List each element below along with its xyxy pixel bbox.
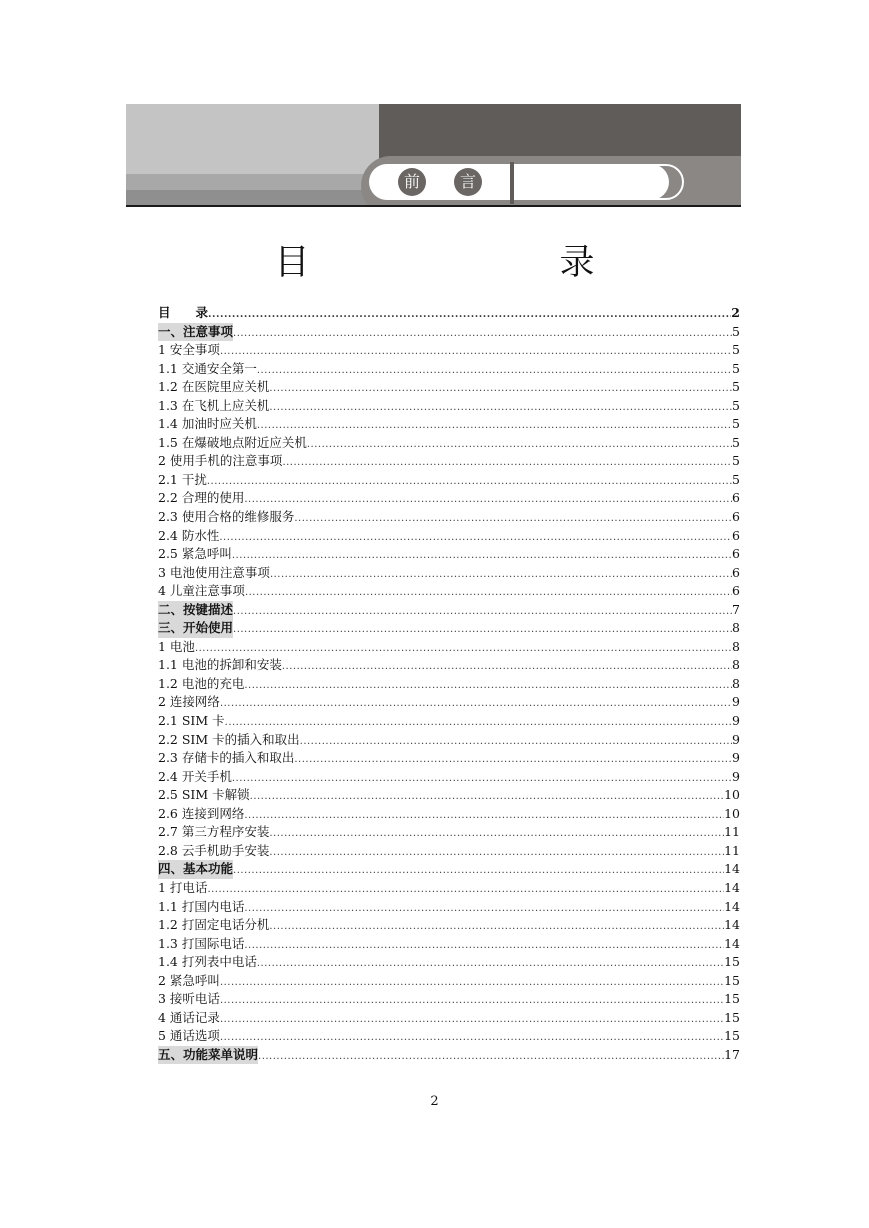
toc-entry[interactable] [158,842,740,861]
header-rule [126,205,741,207]
toc-entry-page: 5 [732,342,740,358]
toc-entry-label: 1 打电话 [158,879,208,895]
toc-entry[interactable] [158,712,740,731]
header-banner [126,104,741,206]
toc-entry-page: 8 [732,638,740,654]
toc-entry-label: 五、功能菜单说明 [158,1046,258,1065]
toc-entry-page: 10 [724,787,740,803]
toc-entry[interactable] [158,601,740,620]
toc-entry-page: 14 [724,861,740,877]
toc-entry[interactable] [158,656,740,675]
toc-entry[interactable] [158,768,740,787]
toc-entry[interactable] [158,304,740,323]
toc-entry-page: 6 [732,509,740,525]
toc-dot-leader [244,900,724,919]
toc-entry[interactable] [158,916,740,935]
toc-entry[interactable] [158,489,740,508]
toc-entry-page: 5 [732,360,740,376]
table-of-contents [158,304,740,1064]
toc-entry-label: 1.1 打国内电话 [158,898,245,914]
toc-entry[interactable] [158,675,740,694]
banner-stripe [126,190,379,206]
toc-entry-label: 5 通话选项 [158,1028,220,1044]
toc-entry[interactable] [158,434,740,453]
toc-entry[interactable] [158,397,740,416]
toc-entry-label: 2.6 连接到网络 [158,805,245,821]
toc-entry-page: 9 [732,750,740,766]
toc-entry-page: 14 [724,898,740,914]
brand-logo: DOOV朵唯 [524,170,631,194]
toc-entry[interactable] [158,1009,740,1028]
toc-dot-leader [257,417,732,436]
toc-entry-page: 15 [724,1009,740,1025]
toc-entry-label: 2.4 开关手机 [158,768,232,784]
toc-entry[interactable] [158,564,740,583]
toc-entry-page: 17 [724,1046,740,1062]
toc-entry-page: 6 [732,583,740,599]
toc-entry[interactable] [158,860,740,879]
toc-dot-leader [300,733,732,752]
toc-entry[interactable] [158,731,740,750]
toc-entry-label: 1.1 交通安全第一 [158,360,257,376]
toc-dot-leader [233,862,724,881]
toc-entry[interactable] [158,508,740,527]
toc-entry[interactable] [158,415,740,434]
toc-entry-label: 目 录 [158,305,209,320]
toc-entry-label: 三、开始使用 [158,619,233,638]
toc-entry[interactable] [158,378,740,397]
toc-entry[interactable] [158,638,740,657]
toc-entry-label: 2.1 干扰 [158,471,207,487]
toc-dot-leader [219,529,732,548]
toc-dot-leader [270,566,732,585]
toc-dot-leader [245,584,732,603]
toc-entry-label: 1 电池 [158,638,195,654]
preface-char-1: 前 [398,168,426,196]
toc-entry-page: 9 [732,694,740,710]
toc-entry-label: 二、按键描述 [158,601,233,620]
toc-dot-leader [282,454,732,473]
toc-entry-label: 2 连接网络 [158,694,220,710]
toc-entry-page: 15 [724,991,740,1007]
toc-entry[interactable] [158,360,740,379]
toc-entry[interactable] [158,1027,740,1046]
toc-entry-label: 2.3 存储卡的插入和取出 [158,750,295,766]
toc-dot-leader [269,399,732,418]
toc-entry[interactable] [158,786,740,805]
toc-entry[interactable] [158,972,740,991]
toc-entry-label: 1.5 在爆破地点附近应关机 [158,434,307,450]
toc-entry[interactable] [158,935,740,954]
toc-entry-page: 5 [732,434,740,450]
toc-entry-label: 四、基本功能 [158,860,233,879]
toc-entry-page: 5 [732,471,740,487]
page-number: 2 [430,1094,439,1109]
toc-dot-leader [220,1029,724,1048]
toc-entry-label: 一、注意事项 [158,323,233,342]
toc-entry-label: 1.4 加油时应关机 [158,416,257,432]
toc-entry-label: 1.2 电池的充电 [158,675,245,691]
toc-entry[interactable] [158,953,740,972]
banner-stripe [126,174,379,190]
toc-dot-leader [250,788,724,807]
toc-dot-leader [294,510,732,529]
toc-dot-leader [244,807,724,826]
toc-dot-leader [244,677,732,696]
toc-entry-label: 1.4 打列表中电话 [158,954,257,970]
toc-entry[interactable] [158,749,740,768]
toc-entry-label: 4 儿童注意事项 [158,583,245,599]
toc-entry-label: 2.7 第三方程序安装 [158,824,270,840]
toc-entry-page: 6 [732,546,740,562]
toc-entry-page: 5 [732,323,740,339]
toc-entry[interactable] [158,879,740,898]
toc-entry-label: 1 安全事项 [158,342,220,358]
toc-dot-leader [244,937,724,956]
toc-entry-page: 6 [732,527,740,543]
banner-divider [510,162,514,204]
toc-entry[interactable] [158,471,740,490]
toc-entry-page: 7 [732,601,740,617]
toc-dot-leader [257,362,732,381]
toc-entry[interactable] [158,619,740,638]
toc-title: 目 录 [274,243,655,283]
toc-entry-label: 1.1 电池的拆卸和安装 [158,657,282,673]
toc-entry-page: 15 [724,972,740,988]
toc-entry[interactable] [158,323,740,342]
toc-dot-leader [232,547,732,566]
toc-entry-page: 10 [724,805,740,821]
toc-entry-label: 4 通话记录 [158,1009,220,1025]
toc-dot-leader [269,918,724,937]
toc-entry[interactable] [158,823,740,842]
toc-entry-page: 6 [732,564,740,580]
toc-dot-leader [244,491,732,510]
toc-entry[interactable] [158,693,740,712]
toc-entry[interactable] [158,898,740,917]
toc-dot-leader [269,825,724,844]
toc-entry-page: 5 [732,397,740,413]
toc-entry[interactable] [158,805,740,824]
toc-dot-leader [233,325,732,344]
toc-dot-leader [257,955,724,974]
toc-entry-page: 6 [732,490,740,506]
toc-entry-page: 2 [731,305,740,320]
toc-entry-label: 1.2 在医院里应关机 [158,379,270,395]
toc-entry-label: 1.3 打国际电话 [158,935,245,951]
toc-entry[interactable] [158,582,740,601]
toc-entry-page: 5 [732,379,740,395]
toc-dot-leader [207,881,724,900]
toc-entry[interactable] [158,527,740,546]
toc-entry-page: 8 [732,675,740,691]
toc-dot-leader [233,621,732,640]
toc-dot-leader [232,770,732,789]
toc-entry[interactable] [158,452,740,471]
toc-entry-page: 9 [732,713,740,729]
toc-entry-label: 2.8 云手机助手安装 [158,842,270,858]
toc-entry-page: 9 [732,768,740,784]
toc-dot-leader [233,603,732,622]
toc-entry-label: 2.2 合理的使用 [158,490,245,506]
toc-entry-page: 11 [724,842,740,858]
toc-entry-page: 5 [732,416,740,432]
toc-dot-leader [220,343,732,362]
toc-entry-label: 2.1 SIM 卡 [158,713,225,729]
toc-dot-leader [220,1011,724,1030]
toc-entry-page: 14 [724,935,740,951]
toc-entry-label: 2.3 使用合格的维修服务 [158,509,295,525]
toc-entry[interactable] [158,545,740,564]
toc-entry-page: 14 [724,917,740,933]
preface-char-2: 言 [454,168,482,196]
toc-entry[interactable] [158,341,740,360]
toc-dot-leader [220,695,732,714]
toc-entry-page: 15 [724,954,740,970]
toc-entry[interactable] [158,990,740,1009]
toc-dot-leader [269,380,732,399]
toc-entry-label: 2.5 紧急呼叫 [158,546,232,562]
toc-dot-leader [207,473,732,492]
toc-dot-leader [307,436,732,455]
toc-entry-label: 2.4 防水性 [158,527,220,543]
toc-entry-label: 2.2 SIM 卡的插入和取出 [158,731,300,747]
toc-entry-label: 1.2 打固定电话分机 [158,917,270,933]
toc-dot-leader [208,306,731,325]
toc-entry-label: 2.5 SIM 卡解锁 [158,787,250,803]
toc-entry-page: 9 [732,731,740,747]
toc-dot-leader [220,974,724,993]
toc-entry-page: 8 [732,657,740,673]
toc-dot-leader [220,992,724,1011]
toc-dot-leader [225,714,732,733]
toc-dot-leader [282,658,732,677]
toc-entry-label: 1.3 在飞机上应关机 [158,397,270,413]
toc-dot-leader [294,751,732,770]
toc-entry-page: 8 [732,620,740,636]
toc-entry-label: 3 电池使用注意事项 [158,564,270,580]
toc-entry-page: 15 [724,1028,740,1044]
toc-dot-leader [258,1048,724,1067]
toc-entry-page: 14 [724,879,740,895]
toc-entry-page: 11 [724,824,740,840]
toc-entry-label: 3 接听电话 [158,991,220,1007]
toc-entry[interactable] [158,1046,740,1065]
toc-entry-page: 5 [732,453,740,469]
toc-entry-label: 2 紧急呼叫 [158,972,220,988]
toc-entry-label: 2 使用手机的注意事项 [158,453,283,469]
toc-dot-leader [269,844,724,863]
